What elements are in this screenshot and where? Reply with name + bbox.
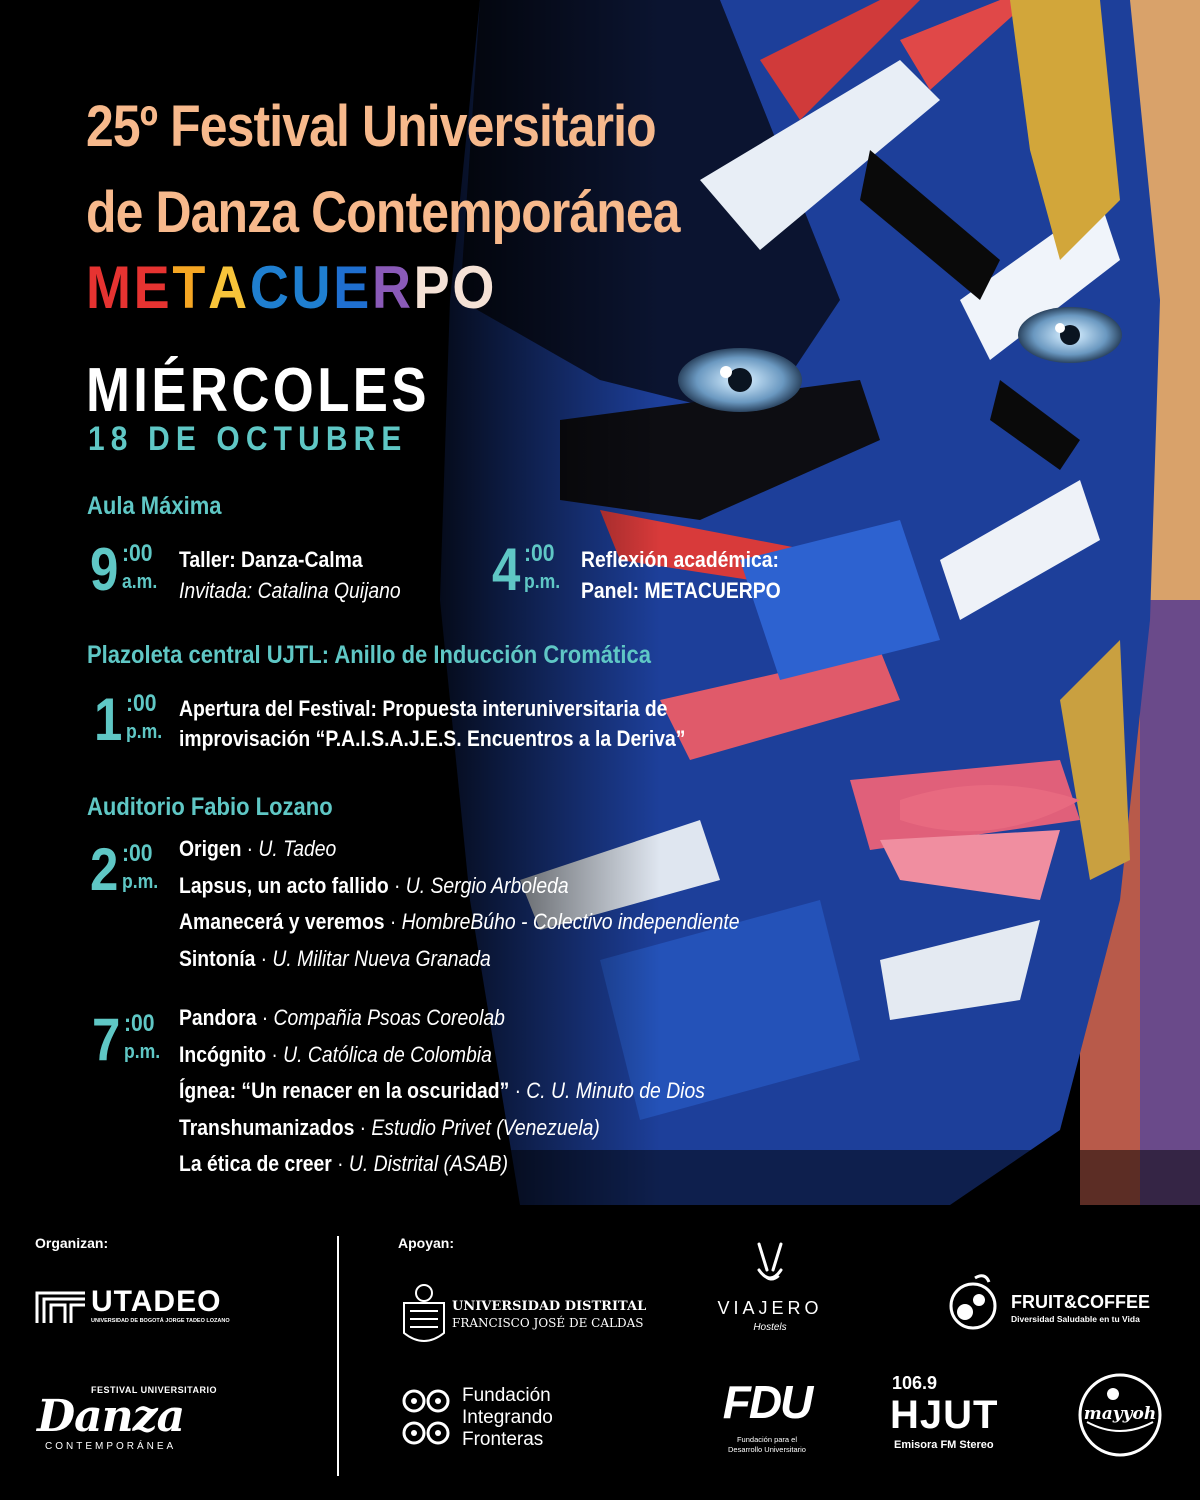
group-name: U. Tadeo bbox=[258, 836, 337, 861]
metacuerpo-letter: M bbox=[86, 254, 134, 321]
udistrital-logo bbox=[400, 1283, 647, 1349]
viajero-logo bbox=[715, 1240, 825, 1340]
danza-script-text: Danza bbox=[37, 1391, 185, 1442]
performance-item bbox=[179, 1080, 705, 1102]
metacuerpo-letter: O bbox=[452, 254, 498, 321]
performance-item bbox=[179, 1041, 492, 1067]
work-title: Lapsus, un acto fallido bbox=[179, 872, 389, 898]
viajero-name: VIAJERO bbox=[717, 1298, 823, 1318]
fundacion-integrando-logo bbox=[400, 1385, 600, 1455]
fdu-line1: Fundación para el bbox=[736, 1435, 798, 1444]
fdu-name: FDU bbox=[722, 1376, 812, 1428]
fruit-coffee-logo bbox=[945, 1272, 1170, 1332]
metacuerpo-letter: U bbox=[291, 254, 334, 321]
udistrital-line1: UNIVERSIDAD DISTRITAL bbox=[452, 1299, 647, 1314]
work-title: Incógnito bbox=[179, 1041, 267, 1067]
metacuerpo-letter: C bbox=[249, 254, 292, 321]
danza-bottom-text: CONTEMPORÁNEA bbox=[45, 1441, 177, 1452]
hour: 2 bbox=[90, 836, 119, 903]
hjut-name: HJUT bbox=[890, 1393, 999, 1437]
hour: 9 bbox=[90, 536, 119, 603]
hjut-sub: Emisora FM Stereo bbox=[894, 1439, 994, 1451]
utadeo-tag: UNIVERSIDAD DE BOGOTÁ JORGE TADEO LOZANO bbox=[91, 1318, 230, 1324]
fundacion-line1: Fundación bbox=[462, 1385, 551, 1406]
group-name: U. Católica de Colombia bbox=[283, 1041, 492, 1067]
metacuerpo-wordmark bbox=[86, 254, 498, 321]
fruit-coffee-name: FRUIT&COFFEE bbox=[1011, 1292, 1150, 1312]
utadeo-logo bbox=[35, 1285, 235, 1330]
performance-item bbox=[179, 911, 740, 933]
danza-top-text: FESTIVAL UNIVERSITARIO bbox=[91, 1385, 218, 1395]
metacuerpo-letter: R bbox=[371, 254, 414, 321]
crest-icon bbox=[400, 1283, 448, 1349]
performance-item bbox=[179, 945, 491, 971]
group-name: U. Distrital (ASAB) bbox=[348, 1151, 509, 1176]
minutes: :00 bbox=[122, 840, 153, 867]
work-title: Amanecerá y veremos bbox=[179, 909, 385, 934]
fundacion-line3: Fronteras bbox=[462, 1429, 544, 1450]
footer-divider bbox=[337, 1236, 339, 1476]
event-line2: improvisación “P.A.I.S.A.J.E.S. Encuentros a la Deriva” bbox=[179, 726, 686, 751]
organizan-label: Organizan: bbox=[35, 1235, 109, 1251]
fundacion-line2: Integrando bbox=[462, 1407, 553, 1428]
performance-item bbox=[179, 1153, 508, 1175]
metacuerpo-letter: E bbox=[333, 254, 372, 321]
group-name: Estudio Privet (Venezuela) bbox=[371, 1114, 600, 1140]
festival-title-line1: 25º Festival Universitario bbox=[86, 94, 656, 159]
group-name: Compañia Psoas Coreolab bbox=[273, 1005, 505, 1030]
apoyan-label: Apoyan: bbox=[398, 1235, 454, 1251]
event-title: Reflexión académica: bbox=[581, 547, 779, 572]
viajero-sub: Hostels bbox=[753, 1322, 787, 1333]
date-heading: 18 DE OCTUBRE bbox=[88, 420, 408, 458]
performance-item bbox=[179, 838, 336, 860]
fruit-coffee-sub: Diversidad Saludable en tu Vida bbox=[1011, 1314, 1140, 1324]
hjut-logo bbox=[890, 1373, 1030, 1458]
spiral-knot-icon bbox=[400, 1387, 452, 1449]
mayyoh-name: mayyoh bbox=[1083, 1404, 1157, 1424]
fdu-logo bbox=[712, 1375, 822, 1460]
performance-item bbox=[179, 1114, 600, 1140]
work-title: Ígnea: “Un renacer en la oscuridad” bbox=[179, 1078, 510, 1103]
performance-item bbox=[179, 1007, 505, 1029]
ampm: p.m. bbox=[124, 1041, 161, 1063]
hour: 7 bbox=[92, 1006, 121, 1073]
performance-item bbox=[179, 872, 569, 898]
work-title: Pandora bbox=[179, 1005, 257, 1030]
hour: 1 bbox=[94, 686, 123, 753]
day-heading: MIÉRCOLES bbox=[86, 356, 430, 425]
minutes: :00 bbox=[126, 690, 157, 717]
separator-dot: · bbox=[337, 1151, 344, 1176]
separator-dot: · bbox=[271, 1041, 278, 1067]
group-name: U. Sergio Arboleda bbox=[405, 872, 569, 898]
venue-auditorio: Auditorio Fabio Lozano bbox=[87, 793, 333, 821]
fruit-cart-icon bbox=[945, 1272, 1001, 1332]
peace-hand-icon bbox=[745, 1240, 795, 1290]
work-title: Sintonía bbox=[179, 945, 256, 971]
mayyoh-logo bbox=[1075, 1370, 1165, 1460]
venue-plazoleta: Plazoleta central UJTL: Anillo de Inducción Cromática bbox=[87, 641, 651, 669]
separator-dot: · bbox=[260, 945, 268, 971]
utadeo-icon bbox=[35, 1287, 87, 1325]
event-panel: Panel: METACUERPO bbox=[581, 578, 781, 603]
separator-dot: · bbox=[514, 1078, 522, 1103]
group-name: U. Militar Nueva Granada bbox=[272, 945, 491, 971]
ampm: p.m. bbox=[524, 571, 561, 593]
work-title: La ética de creer bbox=[179, 1151, 332, 1176]
festival-danza-logo bbox=[35, 1385, 218, 1455]
separator-dot: · bbox=[261, 1005, 269, 1030]
hour: 4 bbox=[492, 536, 521, 603]
ampm: a.m. bbox=[122, 571, 158, 593]
minutes: :00 bbox=[524, 540, 555, 567]
work-title: Origen bbox=[179, 836, 242, 861]
event-line1: Apertura del Festival: Propuesta interuniversitaria de bbox=[179, 696, 668, 721]
udistrital-line2: FRANCISCO JOSÉ DE CALDAS bbox=[452, 1316, 644, 1330]
metacuerpo-letter: P bbox=[413, 254, 453, 321]
work-title: Transhumanizados bbox=[179, 1114, 355, 1140]
group-name: C. U. Minuto de Dios bbox=[526, 1078, 705, 1103]
minutes: :00 bbox=[124, 1010, 155, 1037]
ampm: p.m. bbox=[122, 871, 159, 893]
separator-dot: · bbox=[389, 909, 397, 934]
fdu-sub bbox=[712, 1435, 822, 1455]
venue-aula-maxima: Aula Máxima bbox=[87, 492, 222, 520]
minutes: :00 bbox=[122, 540, 153, 567]
fdu-line2: Desarrollo Universitario bbox=[728, 1445, 806, 1454]
event-title: Taller: Danza-Calma bbox=[179, 547, 363, 572]
metacuerpo-letter: A bbox=[208, 254, 250, 321]
ampm: p.m. bbox=[126, 721, 163, 743]
event-guest: Invitada: Catalina Quijano bbox=[179, 578, 401, 603]
metacuerpo-letter: T bbox=[172, 254, 209, 321]
separator-dot: · bbox=[359, 1114, 367, 1140]
group-name: HombreBúho - Colectivo independiente bbox=[401, 909, 740, 934]
hjut-freq: 106.9 bbox=[892, 1373, 938, 1393]
separator-dot: · bbox=[246, 836, 254, 861]
separator-dot: · bbox=[394, 872, 401, 898]
fundacion-text bbox=[462, 1385, 553, 1451]
utadeo-name: UTADEO bbox=[91, 1285, 222, 1318]
metacuerpo-letter: E bbox=[133, 254, 173, 321]
festival-title-line2: de Danza Contemporánea bbox=[86, 180, 680, 245]
